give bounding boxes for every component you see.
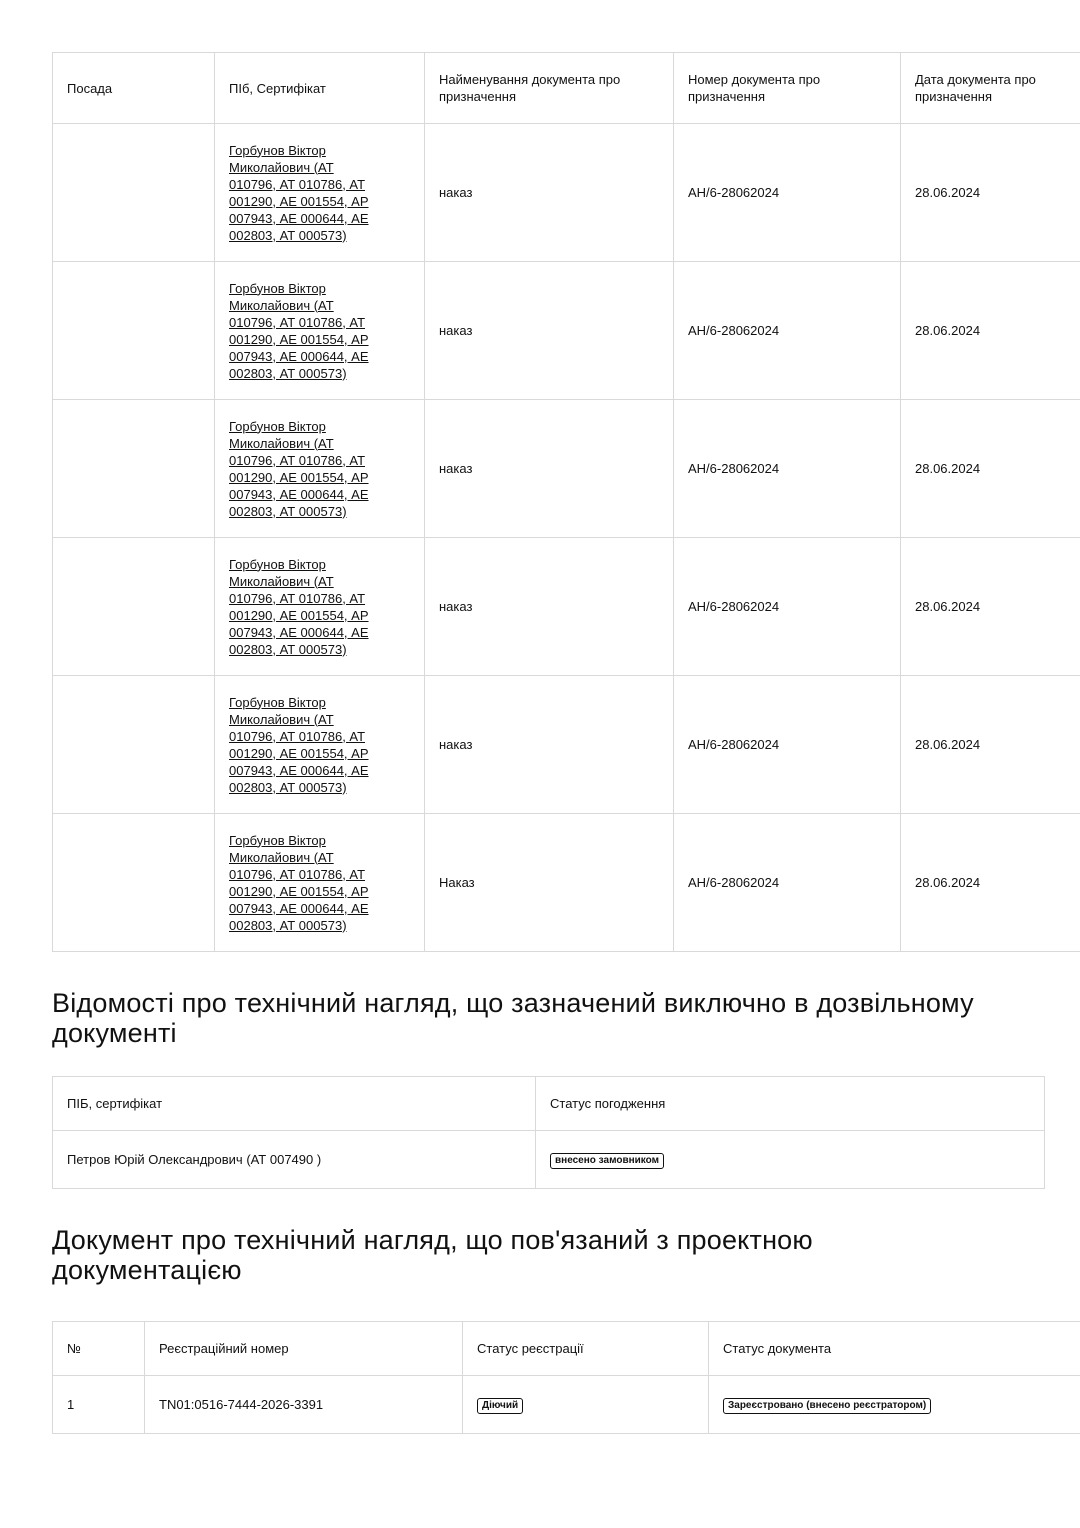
table-row bbox=[53, 1376, 1080, 1434]
cell-position bbox=[53, 262, 215, 400]
cell-reg-number: TN01:0516-7444-2026-3391 bbox=[145, 1376, 463, 1434]
cell-doc-date: 28.06.2024 bbox=[901, 676, 1080, 814]
cell-num: 1 bbox=[53, 1376, 145, 1434]
cell-doc-number: АН/6-28062024 bbox=[674, 676, 901, 814]
cell-doc-date: 28.06.2024 bbox=[901, 814, 1080, 952]
status-badge: Зареєстровано (внесено реєстратором) bbox=[723, 1398, 931, 1414]
header-name-cert: ПІб, Сертифікат bbox=[215, 53, 425, 124]
header-num: № bbox=[53, 1322, 145, 1376]
header-approval-status: Статус погодження bbox=[536, 1077, 1045, 1131]
cell-person bbox=[215, 124, 425, 262]
cell-doc-status bbox=[709, 1376, 1080, 1434]
cell-position bbox=[53, 538, 215, 676]
appointments-table bbox=[52, 52, 1080, 952]
status-badge: внесено замовником bbox=[550, 1153, 664, 1169]
table-row bbox=[53, 124, 1080, 262]
table-row bbox=[53, 538, 1080, 676]
table-row bbox=[53, 262, 1080, 400]
cell-approval-status bbox=[536, 1131, 1045, 1189]
header-doc-date: Дата документа про призначення bbox=[901, 53, 1080, 124]
cell-doc-date: 28.06.2024 bbox=[901, 124, 1080, 262]
cell-doc-number: АН/6-28062024 bbox=[674, 400, 901, 538]
supervision-docs-section-title: Документ про технічний нагляд, що пов'язаний з проектною документацією bbox=[52, 1225, 813, 1285]
table-row bbox=[53, 676, 1080, 814]
cell-doc-name: наказ bbox=[425, 124, 674, 262]
cell-name-cert: Петров Юрій Олександрович (АТ 007490 ) bbox=[53, 1131, 536, 1189]
table-row bbox=[53, 1131, 1045, 1189]
cell-reg-status bbox=[463, 1376, 709, 1434]
cell-doc-name: Наказ bbox=[425, 814, 674, 952]
supervision-docs-table bbox=[52, 1321, 1080, 1434]
status-badge: Діючий bbox=[477, 1398, 523, 1414]
table-row bbox=[53, 814, 1080, 952]
cell-person bbox=[215, 538, 425, 676]
person-link[interactable]: Горбунов Віктор Миколайович (АТ 010796, АТ 010786, АТ 001290, АЕ 001554, АР 007943, АЕ 000644, АЕ 002803, АТ 000573) bbox=[229, 832, 369, 933]
person-link[interactable]: Горбунов Віктор Миколайович (АТ 010796, АТ 010786, АТ 001290, АЕ 001554, АР 007943, АЕ 000644, АЕ 002803, АТ 000573) bbox=[229, 142, 369, 243]
header-name-cert: ПІБ, сертифікат bbox=[53, 1077, 536, 1131]
cell-doc-date: 28.06.2024 bbox=[901, 538, 1080, 676]
supervision-table bbox=[52, 1076, 1045, 1189]
cell-person bbox=[215, 676, 425, 814]
cell-doc-date: 28.06.2024 bbox=[901, 262, 1080, 400]
cell-doc-number: АН/6-28062024 bbox=[674, 262, 901, 400]
header-position: Посада bbox=[53, 53, 215, 124]
table-header-row bbox=[53, 1077, 1045, 1131]
person-link[interactable]: Горбунов Віктор Миколайович (АТ 010796, АТ 010786, АТ 001290, АЕ 001554, АР 007943, АЕ 000644, АЕ 002803, АТ 000573) bbox=[229, 418, 369, 519]
cell-doc-date: 28.06.2024 bbox=[901, 400, 1080, 538]
cell-doc-number: АН/6-28062024 bbox=[674, 814, 901, 952]
cell-position bbox=[53, 814, 215, 952]
cell-doc-name: наказ bbox=[425, 400, 674, 538]
cell-person bbox=[215, 400, 425, 538]
cell-position bbox=[53, 124, 215, 262]
cell-doc-number: АН/6-28062024 bbox=[674, 538, 901, 676]
header-doc-number: Номер документа про призначення bbox=[674, 53, 901, 124]
header-reg-status: Статус реєстрації bbox=[463, 1322, 709, 1376]
cell-person bbox=[215, 814, 425, 952]
header-reg-number: Реєстраційний номер bbox=[145, 1322, 463, 1376]
cell-position bbox=[53, 676, 215, 814]
person-link[interactable]: Горбунов Віктор Миколайович (АТ 010796, АТ 010786, АТ 001290, АЕ 001554, АР 007943, АЕ 000644, АЕ 002803, АТ 000573) bbox=[229, 280, 369, 381]
page bbox=[52, 52, 1036, 1434]
person-link[interactable]: Горбунов Віктор Миколайович (АТ 010796, АТ 010786, АТ 001290, АЕ 001554, АР 007943, АЕ 000644, АЕ 002803, АТ 000573) bbox=[229, 694, 369, 795]
cell-doc-name: наказ bbox=[425, 538, 674, 676]
person-link[interactable]: Горбунов Віктор Миколайович (АТ 010796, АТ 010786, АТ 001290, АЕ 001554, АР 007943, АЕ 000644, АЕ 002803, АТ 000573) bbox=[229, 556, 369, 657]
supervision-section-title: Відомості про технічний нагляд, що зазначений виключно в дозвільному документі bbox=[52, 988, 974, 1048]
table-header-row bbox=[53, 53, 1080, 124]
cell-person bbox=[215, 262, 425, 400]
cell-doc-name: наказ bbox=[425, 262, 674, 400]
cell-doc-name: наказ bbox=[425, 676, 674, 814]
header-doc-name: Найменування документа про призначення bbox=[425, 53, 674, 124]
table-header-row bbox=[53, 1322, 1080, 1376]
table-row bbox=[53, 400, 1080, 538]
cell-position bbox=[53, 400, 215, 538]
header-doc-status: Статус документа bbox=[709, 1322, 1080, 1376]
cell-doc-number: АН/6-28062024 bbox=[674, 124, 901, 262]
